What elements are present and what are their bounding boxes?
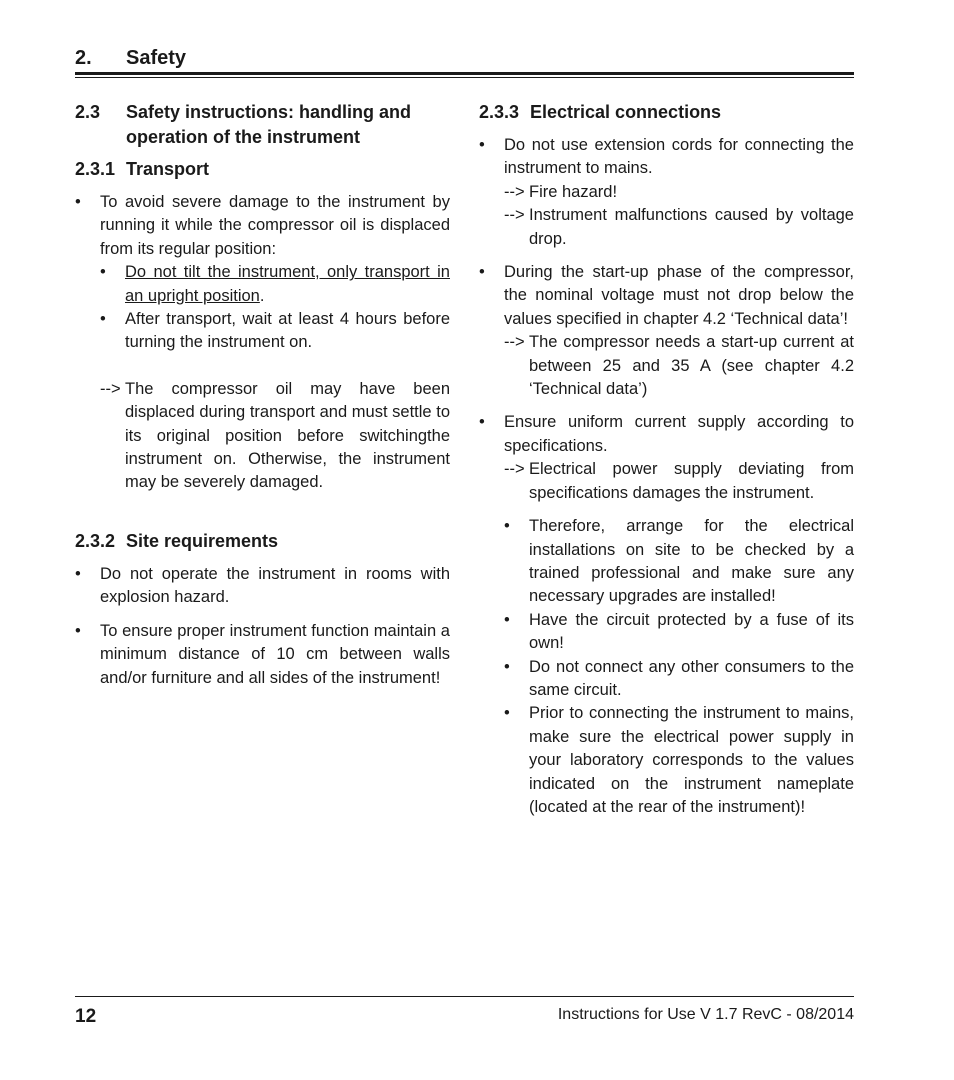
arrow-icon: -->	[504, 206, 525, 225]
consequence-note: --> The compressor needs a start-up current at between 25 and 35 A (see chapter 4.2 ‘Technical data’)	[504, 333, 854, 399]
list-item: • Ensure uniform current supply according to specifications.	[479, 413, 854, 455]
list-item: • Prior to connecting the instrument to mains, make sure the electrical power supply in your laboratory corresponds to the values indicated on the instrument nameplate (located at the rear of the instrument)!	[504, 704, 854, 816]
consequence-note: --> Fire hazard!	[504, 181, 854, 204]
list-item: • Do not use extension cords for connecting the instrument to mains.	[479, 136, 854, 178]
chapter-title: Safety	[126, 47, 187, 69]
arrow-icon: -->	[504, 333, 525, 352]
bullet-icon: •	[479, 136, 485, 154]
list-item: • Do not connect any other consumers to the same circuit.	[504, 657, 854, 699]
section-2-3-1-heading	[75, 157, 450, 182]
section-number: 2.3.1	[75, 159, 116, 179]
bullet-icon: •	[75, 193, 81, 211]
consequence-note: --> Electrical power supply deviating from specifications damages the instrument.	[504, 460, 854, 502]
list-item: • Therefore, arrange for the electrical installations on site to be checked by a trained professional and make sure any necessary upgrades are installed!	[504, 517, 854, 606]
left-column	[75, 100, 450, 690]
bullet-icon: •	[479, 413, 485, 432]
bullet-icon: •	[504, 704, 510, 723]
bullet-icon: •	[100, 310, 106, 329]
arrow-icon: -->	[504, 460, 525, 479]
section-number: 2.3	[75, 102, 101, 122]
section-2-3-2-heading	[75, 529, 450, 554]
list-item: • Do not operate the instrument in rooms with explosion hazard.	[75, 564, 450, 607]
arrow-icon: -->	[504, 182, 525, 201]
section-2-3-heading	[75, 100, 450, 150]
list-item: • Do not tilt the instrument, only transport in an upright position.	[100, 263, 450, 305]
page-number: 12	[75, 1006, 97, 1027]
section-2-3-3-heading	[479, 100, 854, 125]
header-rule-thick	[75, 72, 854, 75]
bullet-icon: •	[100, 263, 106, 282]
list-item: • Have the circuit protected by a fuse of its own!	[504, 610, 854, 653]
footer-rule	[75, 996, 854, 997]
bullet-icon: •	[504, 517, 510, 536]
right-column	[479, 100, 854, 819]
bullet-icon: •	[504, 610, 510, 629]
section-title: Electrical connections	[530, 102, 722, 122]
footer-document-info: Instructions for Use V 1.7 RevC - 08/2014	[557, 1006, 854, 1023]
arrow-icon: -->	[100, 379, 121, 398]
bullet-icon: •	[75, 621, 81, 640]
bullet-icon: •	[504, 657, 510, 676]
bullet-icon: •	[479, 263, 485, 282]
list-item: • After transport, wait at least 4 hours before turning the instrument on.	[100, 310, 450, 352]
section-title: Safety instructions: handling and operation of the instrument	[126, 102, 412, 147]
section-number: 2.3.2	[75, 530, 116, 551]
header-rule-thin	[75, 77, 854, 78]
list-item: • To ensure proper instrument function maintain a minimum distance of 10 cm between walls and/or furniture and all sides of the instrument!	[75, 621, 450, 687]
consequence-note: --> Instrument malfunctions caused by voltage drop.	[504, 206, 854, 248]
list-item: • To avoid severe damage to the instrument by running it while the compressor oil is displaced from its regular position:	[75, 193, 450, 258]
section-title: Site requirements	[126, 530, 279, 551]
chapter-number: 2.	[75, 47, 92, 69]
section-number: 2.3.3	[479, 102, 520, 122]
consequence-note: --> The compressor oil may have been displaced during transport and must settle to its original position before switchingthe instrument on. Otherwise, the instrument may be severely damaged.	[100, 379, 450, 492]
list-item: • During the start-up phase of the compressor, the nominal voltage must not drop below the values specified in chapter 4.2 ‘Technical data’!	[479, 263, 854, 328]
bullet-icon: •	[75, 564, 81, 583]
section-title: Transport	[126, 159, 210, 179]
